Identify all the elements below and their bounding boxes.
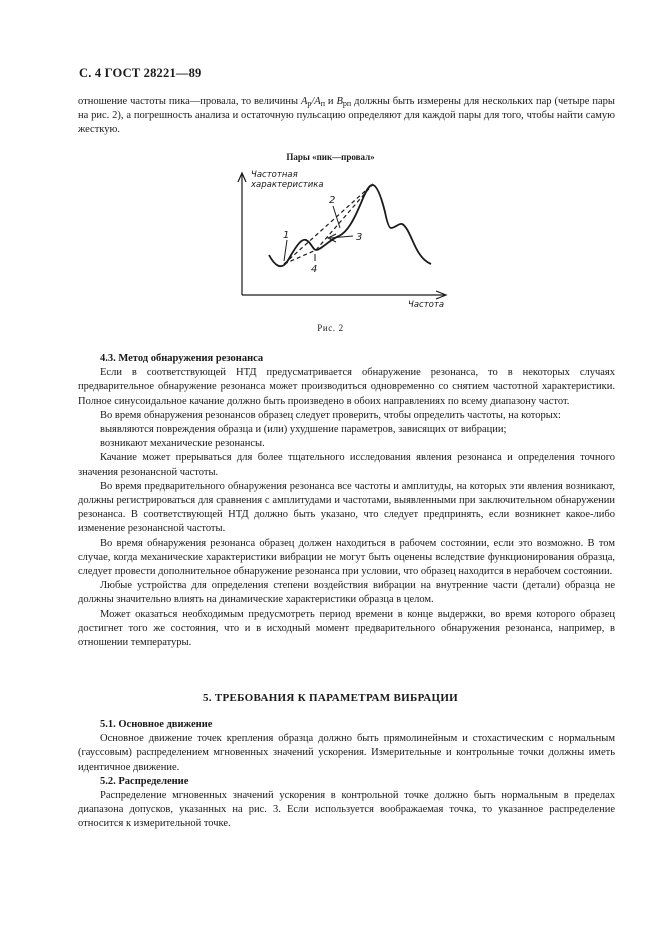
section-4-3 [78,352,615,650]
section-5-2-paragraph: Распределение мгновенных значений ускорения в контрольной точке должно быть нормальным в пределах диапазона допусков, указанных на рис. 3. Если используется воображаемая точка, то указанное распределение относится к измерительной точке. [78,790,615,830]
intro-paragraph [78,95,615,138]
section-5-1-heading: 5.1. Основное движение [100,719,213,730]
chapter-5-heading: 5. ТРЕБОВАНИЯ К ПАРАМЕТРАМ ВИБРАЦИИ [202,692,459,704]
section-4-3-paragraph-3: Качание может прерываться для более тщательного исследования явления резонанса и определения точного значения резонансной частоты. [78,452,615,478]
dashed-line-3 [284,250,316,264]
section-4-3-list-item-2: возникают механические резонансы. [100,438,265,450]
section-4-3-list-item-1: выявляются повреждения образца и (или) ухудшение параметров, зависящих от вибрации; [100,424,507,436]
section-4-3-paragraph-7: Может оказаться необходимым предусмотреть период времени в конце выдержки, во время которого образец достигнет того же состояния, что и в исходный момент предварительного обнаружения резонанса, например, в отношении температуры. [78,608,615,649]
leader-3 [330,236,353,238]
y-axis-label-line2: характеристика [251,180,324,190]
intro-text-part-2: и [325,96,337,107]
marker-4: 4 [311,264,318,275]
symbol-a: A [300,96,308,107]
page-header: С. 4 ГОСТ 28221—89 [79,66,202,80]
symbol-a-trough-subscript: п [320,99,325,108]
section-4-3-paragraph-1: Если в соответствующей НТД предусматривается обнаружение резонанса, то в некоторых случаях предварительное обнаружение резонанса может производиться одновременно со снятием частотной характеристики. Полное синусоидальное качание должно быть произведено в обоих направлениях по всему диапазону частот. [78,367,615,407]
leader-2 [333,206,340,228]
section-4-3-paragraph-4: Во время предварительного обнаружения резонанса все частоты и амплитуды, на которых эти явления возникают, должны регистрироваться для сравнения с амплитудами и частотами, выявленными при заключительном обнаружении резонанса. В соответствующей НТД должно быть указано, что следует предпринять, если возникнет какое-либо изменение резонансной частоты. [78,480,615,535]
symbol-a-peak-subscript: p [307,99,312,108]
figure-caption: Рис. 2 [317,323,344,333]
symbol-b: B [336,96,343,107]
symbol-b-subscript: pп [342,99,352,108]
section-4-3-paragraph-5: Во время обнаружения резонанса образец должен находиться в рабочем состоянии, если это возможно. В том случае, когда механические характеристики вибрации не могут быть оценены вследствие функционирования образца, следует провести дополнительное обнаружение резонанса при условии, что образец находится в нерабочем состоянии. [78,537,615,578]
section-4-3-paragraph-6: Любые устройства для определения степени воздействия вибрации на внутренние части (детали) образца не должны значительно влиять на динамические характеристики образца в целом. [78,580,615,606]
symbol-a-2: A [314,96,321,107]
marker-2: 2 [329,195,336,206]
intro-text-part-3: должны быть измерены для нескольких пар (четыре пары на рис. 2), а погрешность анализа и остаточную пульсацию определяют для каждой пары для того, чтобы найти самую жесткую. [78,96,615,136]
figure-2-diagram [215,168,455,318]
y-axis-label-line1: Частотная [251,170,298,180]
marker-1: 1 [283,230,290,241]
figure-2 [215,168,455,318]
ratio-slash: / [311,96,315,107]
section-5-1-paragraph: Основное движение точек крепления образца должно быть прямолинейным и стохастическим с нормальным (гауссовым) распределением мгновенных значений ускорения. Измерительные и контрольные точки должны иметь идентичное движение. [78,733,615,773]
x-axis-label: Частота [408,300,445,310]
intro-text [78,95,615,138]
section-5-2-heading: 5.2. Распределение [100,775,189,787]
leader-1 [284,240,287,261]
section-5-1 [78,718,615,832]
section-4-3-heading: 4.3. Метод обнаружения резонанса [100,353,264,364]
intro-text-part-1: отношение частоты пика—провала, то величины [78,96,301,107]
marker-3: 3 [356,232,363,243]
section-4-3-paragraph-2: Во время обнаружения резонансов образец следует проверить, чтобы определить частоты, на которых: [100,409,561,421]
frequency-response-curve [269,185,431,266]
figure-title: Пары «пик—провал» [286,152,375,162]
